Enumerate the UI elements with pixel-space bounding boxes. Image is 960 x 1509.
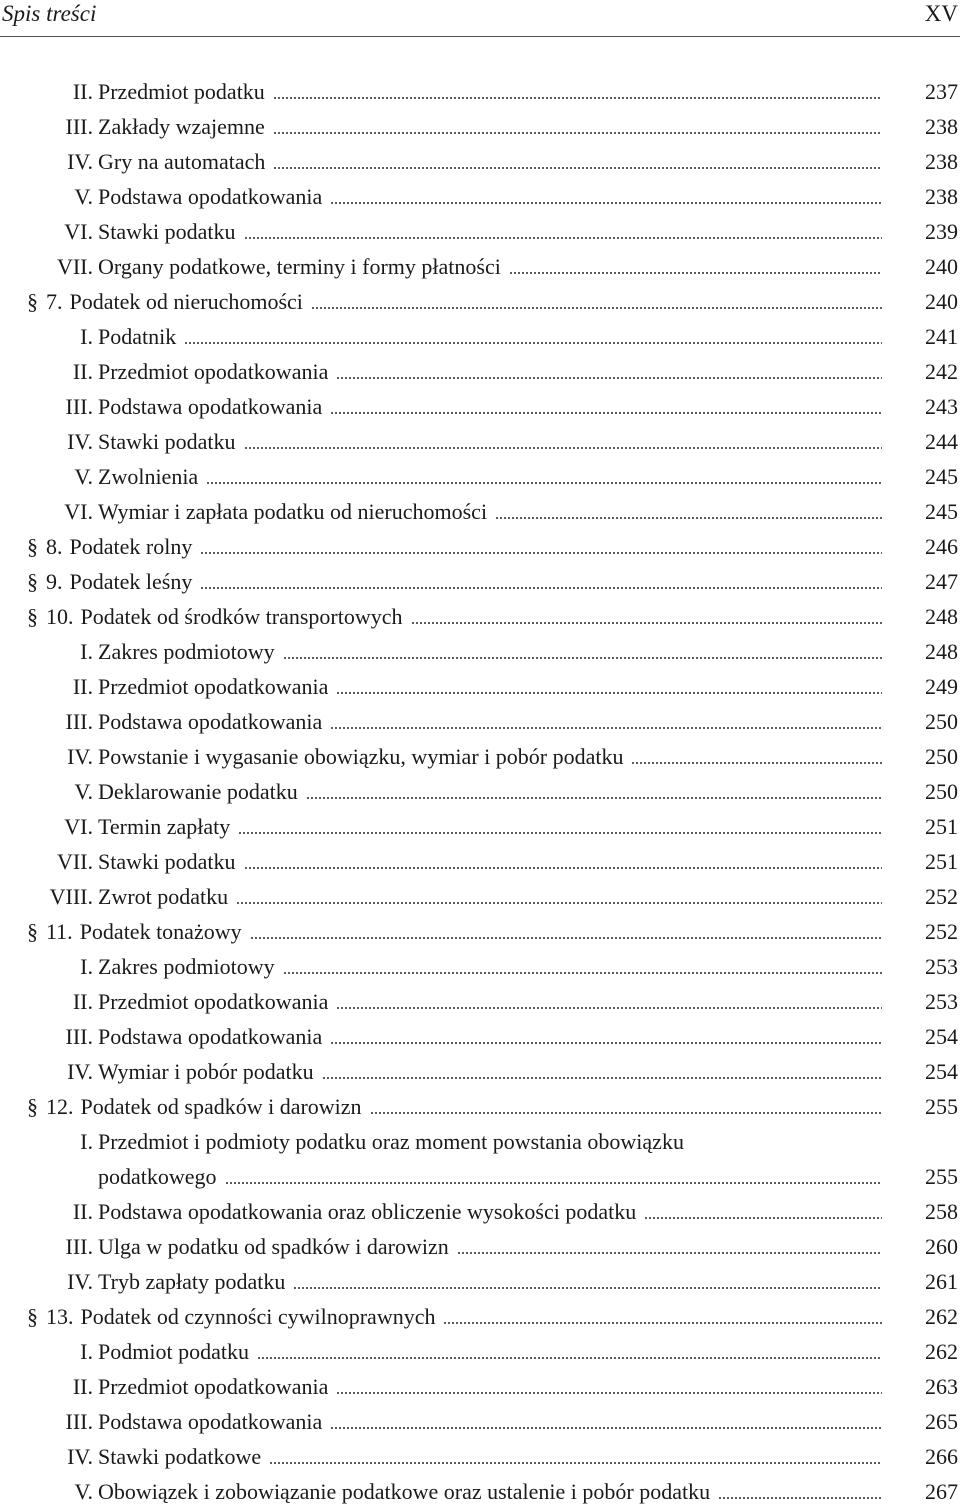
entry-title: Organy podatkowe, terminy i formy płatności <box>98 254 501 279</box>
entry-title: Podatek rolny <box>69 534 193 559</box>
entry-page-number: 250 <box>925 779 958 804</box>
entry-page-number: 245 <box>925 464 958 489</box>
entry-page-number: 250 <box>925 744 958 769</box>
toc-subsection-entry[interactable] <box>0 949 960 984</box>
dot-leader <box>370 1112 882 1114</box>
toc-subsection-entry[interactable] <box>0 1404 960 1439</box>
dot-leader <box>457 1252 882 1254</box>
entry-page-number: 238 <box>925 184 958 209</box>
entry-page-number: 240 <box>925 289 958 314</box>
toc-section-entry[interactable] <box>0 1089 960 1124</box>
entry-page-number: 245 <box>925 499 958 524</box>
dot-leader <box>200 587 882 589</box>
entry-title: Podatek od spadków i darowizn <box>80 1094 362 1119</box>
entry-number: 13. <box>46 1304 74 1329</box>
section-sign: § <box>27 289 38 314</box>
entry-title: Przedmiot opodatkowania <box>98 1374 329 1399</box>
toc-subsection-entry[interactable] <box>0 809 960 844</box>
entry-number: II. <box>72 79 93 104</box>
section-sign: § <box>27 1304 38 1329</box>
entry-title: Obowiązek i zobowiązanie podatkowe oraz ustalenie i pobór podatku <box>98 1479 711 1504</box>
entry-title: Zakres podmiotowy <box>98 639 275 664</box>
entry-page-number: 265 <box>925 1409 958 1434</box>
dot-leader <box>495 517 882 519</box>
section-sign: § <box>27 534 38 559</box>
entry-page-number: 262 <box>925 1304 958 1329</box>
toc-subsection-entry[interactable] <box>0 249 960 284</box>
entry-page-number: 241 <box>925 324 958 349</box>
dot-leader <box>273 97 882 99</box>
dot-leader <box>443 1322 882 1324</box>
entry-number: III. <box>65 709 93 734</box>
entry-title: Zakłady wzajemne <box>98 114 265 139</box>
toc-subsection-entry[interactable] <box>0 109 960 144</box>
entry-page-number: 242 <box>925 359 958 384</box>
entry-title-continuation: podatkowego <box>98 1164 217 1189</box>
toc-subsection-entry[interactable] <box>0 354 960 389</box>
toc-subsection-entry[interactable] <box>0 494 960 529</box>
entry-title: Podstawa opodatkowania <box>98 1024 323 1049</box>
entry-title: Podstawa opodatkowania <box>98 1409 323 1434</box>
entry-number: VII. <box>56 849 93 874</box>
toc-subsection-entry[interactable] <box>0 1019 960 1054</box>
entry-number: I. <box>80 1339 93 1364</box>
entry-page-number: 251 <box>925 814 958 839</box>
entry-title: Deklarowanie podatku <box>98 779 298 804</box>
dot-leader <box>244 237 883 239</box>
dot-leader <box>631 762 882 764</box>
dot-leader <box>244 447 883 449</box>
dot-leader <box>330 727 882 729</box>
dot-leader <box>206 482 882 484</box>
section-sign: § <box>27 604 38 629</box>
dot-leader <box>273 132 882 134</box>
entry-page-number: 267 <box>925 1479 958 1504</box>
dot-leader <box>311 307 882 309</box>
entry-page-number: 266 <box>925 1444 958 1469</box>
entry-number: 7. <box>46 289 63 314</box>
entry-page-number: 247 <box>925 569 958 594</box>
toc-subsection-entry[interactable] <box>0 1264 960 1299</box>
toc-subsection-entry[interactable] <box>0 424 960 459</box>
entry-title: Zwrot podatku <box>98 884 229 909</box>
entry-number: II. <box>72 674 93 699</box>
entry-number: I. <box>80 1129 93 1154</box>
dot-leader <box>269 1462 882 1464</box>
entry-page-number: 255 <box>925 1094 958 1119</box>
toc-subsection-entry[interactable] <box>0 669 960 704</box>
entry-title: Podstawa opodatkowania <box>98 184 323 209</box>
entry-number: V. <box>74 464 93 489</box>
entry-number: 8. <box>46 534 63 559</box>
entry-title: Podatek leśny <box>69 569 193 594</box>
dot-leader <box>236 902 882 904</box>
entry-number: 9. <box>46 569 63 594</box>
entry-number: III. <box>65 394 93 419</box>
entry-title: Przedmiot i podmioty podatku oraz moment powstania obowiązku <box>98 1129 684 1154</box>
entry-page-number: 251 <box>925 849 958 874</box>
header-page-number: XV <box>924 1 958 26</box>
entry-title: Wymiar i pobór podatku <box>98 1059 314 1084</box>
entry-page-number: 238 <box>925 149 958 174</box>
entry-title: Przedmiot opodatkowania <box>98 359 329 384</box>
dot-leader <box>336 1007 882 1009</box>
toc-subsection-entry[interactable] <box>0 1229 960 1264</box>
entry-number: III. <box>65 1409 93 1434</box>
entry-page-number: 244 <box>925 429 958 454</box>
entry-number: IV. <box>67 1059 93 1084</box>
toc-subsection-entry[interactable] <box>0 1124 960 1194</box>
entry-number: V. <box>74 1479 93 1504</box>
toc-subsection-entry[interactable] <box>0 1474 960 1509</box>
entry-number: VI. <box>64 814 93 839</box>
entry-title: Stawki podatku <box>98 429 236 454</box>
dot-leader <box>225 1182 882 1184</box>
entry-title: Przedmiot podatku <box>98 79 265 104</box>
entry-page-number: 261 <box>925 1269 958 1294</box>
dot-leader <box>644 1217 882 1219</box>
toc-section-entry[interactable] <box>0 529 960 564</box>
dot-leader <box>238 832 882 834</box>
entry-page-number: 262 <box>925 1339 958 1364</box>
toc-subsection-entry[interactable] <box>0 1439 960 1474</box>
dot-leader <box>257 1357 882 1359</box>
dot-leader <box>509 272 882 274</box>
dot-leader <box>293 1287 882 1289</box>
toc-subsection-entry[interactable] <box>0 634 960 669</box>
entry-page-number: 238 <box>925 114 958 139</box>
entry-page-number: 263 <box>925 1374 958 1399</box>
entry-page-number: 252 <box>925 884 958 909</box>
dot-leader <box>250 937 882 939</box>
entry-title: Stawki podatku <box>98 219 236 244</box>
entry-page-number: 253 <box>925 989 958 1014</box>
entry-title: Podatek od czynności cywilnoprawnych <box>80 1304 436 1329</box>
entry-title: Podstawa opodatkowania oraz obliczenie wysokości podatku <box>98 1199 637 1224</box>
dot-leader <box>336 692 882 694</box>
dot-leader <box>330 1042 882 1044</box>
entry-number: VI. <box>64 219 93 244</box>
running-header <box>0 0 960 37</box>
toc-section-entry[interactable] <box>0 914 960 949</box>
entry-title: Podstawa opodatkowania <box>98 709 323 734</box>
entry-title: Podatek od nieruchomości <box>69 289 303 314</box>
toc-subsection-entry[interactable] <box>0 214 960 249</box>
entry-number: 11. <box>46 919 73 944</box>
entry-title: Podatnik <box>98 324 177 349</box>
entry-number: V. <box>74 184 93 209</box>
toc-subsection-entry[interactable] <box>0 1369 960 1404</box>
entry-number: 12. <box>46 1094 74 1119</box>
entry-number: II. <box>72 989 93 1014</box>
toc-subsection-entry[interactable] <box>0 704 960 739</box>
dot-leader <box>330 412 882 414</box>
entry-number: III. <box>65 114 93 139</box>
toc-section-entry[interactable] <box>0 1299 960 1334</box>
entry-number: I. <box>80 324 93 349</box>
section-sign: § <box>27 569 38 594</box>
entry-page-number: 240 <box>925 254 958 279</box>
entry-page-number: 239 <box>925 219 958 244</box>
dot-leader <box>184 342 882 344</box>
entry-page-number: 246 <box>925 534 958 559</box>
entry-number: II. <box>72 1374 93 1399</box>
dot-leader <box>336 377 882 379</box>
toc-subsection-entry[interactable] <box>0 144 960 179</box>
entry-title: Przedmiot opodatkowania <box>98 674 329 699</box>
entry-title: Wymiar i zapłata podatku od nieruchomości <box>98 499 488 524</box>
toc-subsection-entry[interactable] <box>0 984 960 1019</box>
entry-title: Zwolnienia <box>98 464 199 489</box>
toc-subsection-entry[interactable] <box>0 1194 960 1229</box>
entry-number: VIII. <box>49 884 93 909</box>
entry-number: IV. <box>67 429 93 454</box>
dot-leader <box>411 622 882 624</box>
dot-leader <box>200 552 882 554</box>
entry-page-number: 243 <box>925 394 958 419</box>
dot-leader <box>283 972 882 974</box>
entry-number: IV. <box>67 1444 93 1469</box>
toc-subsection-entry[interactable] <box>0 319 960 354</box>
entry-title: Podatek tonażowy <box>79 919 242 944</box>
dot-leader <box>244 867 883 869</box>
entry-page-number: 253 <box>925 954 958 979</box>
entry-title: Powstanie i wygasanie obowiązku, wymiar i pobór podatku <box>98 744 624 769</box>
entry-page-number: 248 <box>925 604 958 629</box>
dot-leader <box>322 1077 882 1079</box>
toc-subsection-entry[interactable] <box>0 774 960 809</box>
toc-subsection-entry[interactable] <box>0 74 960 109</box>
dot-leader <box>330 1427 882 1429</box>
entry-title: Stawki podatku <box>98 849 236 874</box>
toc-subsection-entry[interactable] <box>0 739 960 774</box>
entry-number: IV. <box>67 1269 93 1294</box>
entry-page-number: 249 <box>925 674 958 699</box>
toc-section-entry[interactable] <box>0 564 960 599</box>
entry-page-number: 258 <box>925 1199 958 1224</box>
toc-subsection-entry[interactable] <box>0 1054 960 1089</box>
entry-number: I. <box>80 954 93 979</box>
entry-number: II. <box>72 359 93 384</box>
entry-number: III. <box>65 1024 93 1049</box>
toc-subsection-entry[interactable] <box>0 459 960 494</box>
entry-page-number: 252 <box>925 919 958 944</box>
entry-page-number: 255 <box>925 1164 958 1189</box>
entry-number: V. <box>74 779 93 804</box>
dot-leader <box>718 1497 882 1499</box>
entry-number: III. <box>65 1234 93 1259</box>
entry-page-number: 237 <box>925 79 958 104</box>
dot-leader <box>283 657 882 659</box>
entry-title: Termin zapłaty <box>98 814 231 839</box>
entry-number: IV. <box>67 744 93 769</box>
entry-number: II. <box>72 1199 93 1224</box>
entry-page-number: 250 <box>925 709 958 734</box>
header-title: Spis treści <box>2 1 97 26</box>
entry-title: Gry na automatach <box>98 149 266 174</box>
entry-page-number: 260 <box>925 1234 958 1259</box>
entry-title: Przedmiot opodatkowania <box>98 989 329 1014</box>
toc-section-entry[interactable] <box>0 599 960 634</box>
entry-page-number: 254 <box>925 1024 958 1049</box>
entry-title: Podstawa opodatkowania <box>98 394 323 419</box>
entry-number: VI. <box>64 499 93 524</box>
table-of-contents <box>0 74 960 1509</box>
toc-subsection-entry[interactable] <box>0 1334 960 1369</box>
toc-section-entry[interactable] <box>0 284 960 319</box>
entry-title: Stawki podatkowe <box>98 1444 262 1469</box>
entry-number: I. <box>80 639 93 664</box>
entry-title: Zakres podmiotowy <box>98 954 275 979</box>
toc-subsection-entry[interactable] <box>0 389 960 424</box>
entry-number: IV. <box>67 149 93 174</box>
toc-subsection-entry[interactable] <box>0 179 960 214</box>
entry-title: Podatek od środków transportowych <box>80 604 403 629</box>
section-sign: § <box>27 919 38 944</box>
toc-subsection-entry[interactable] <box>0 879 960 914</box>
entry-title: Tryb zapłaty podatku <box>98 1269 286 1294</box>
dot-leader <box>306 797 882 799</box>
dot-leader <box>273 167 882 169</box>
entry-page-number: 254 <box>925 1059 958 1084</box>
entry-number: VII. <box>56 254 93 279</box>
entry-title: Ulga w podatku od spadków i darowizn <box>98 1234 449 1259</box>
section-sign: § <box>27 1094 38 1119</box>
dot-leader <box>330 202 882 204</box>
dot-leader <box>336 1392 882 1394</box>
entry-page-number: 248 <box>925 639 958 664</box>
entry-title: Podmiot podatku <box>98 1339 249 1364</box>
toc-subsection-entry[interactable] <box>0 844 960 879</box>
entry-number: 10. <box>46 604 74 629</box>
